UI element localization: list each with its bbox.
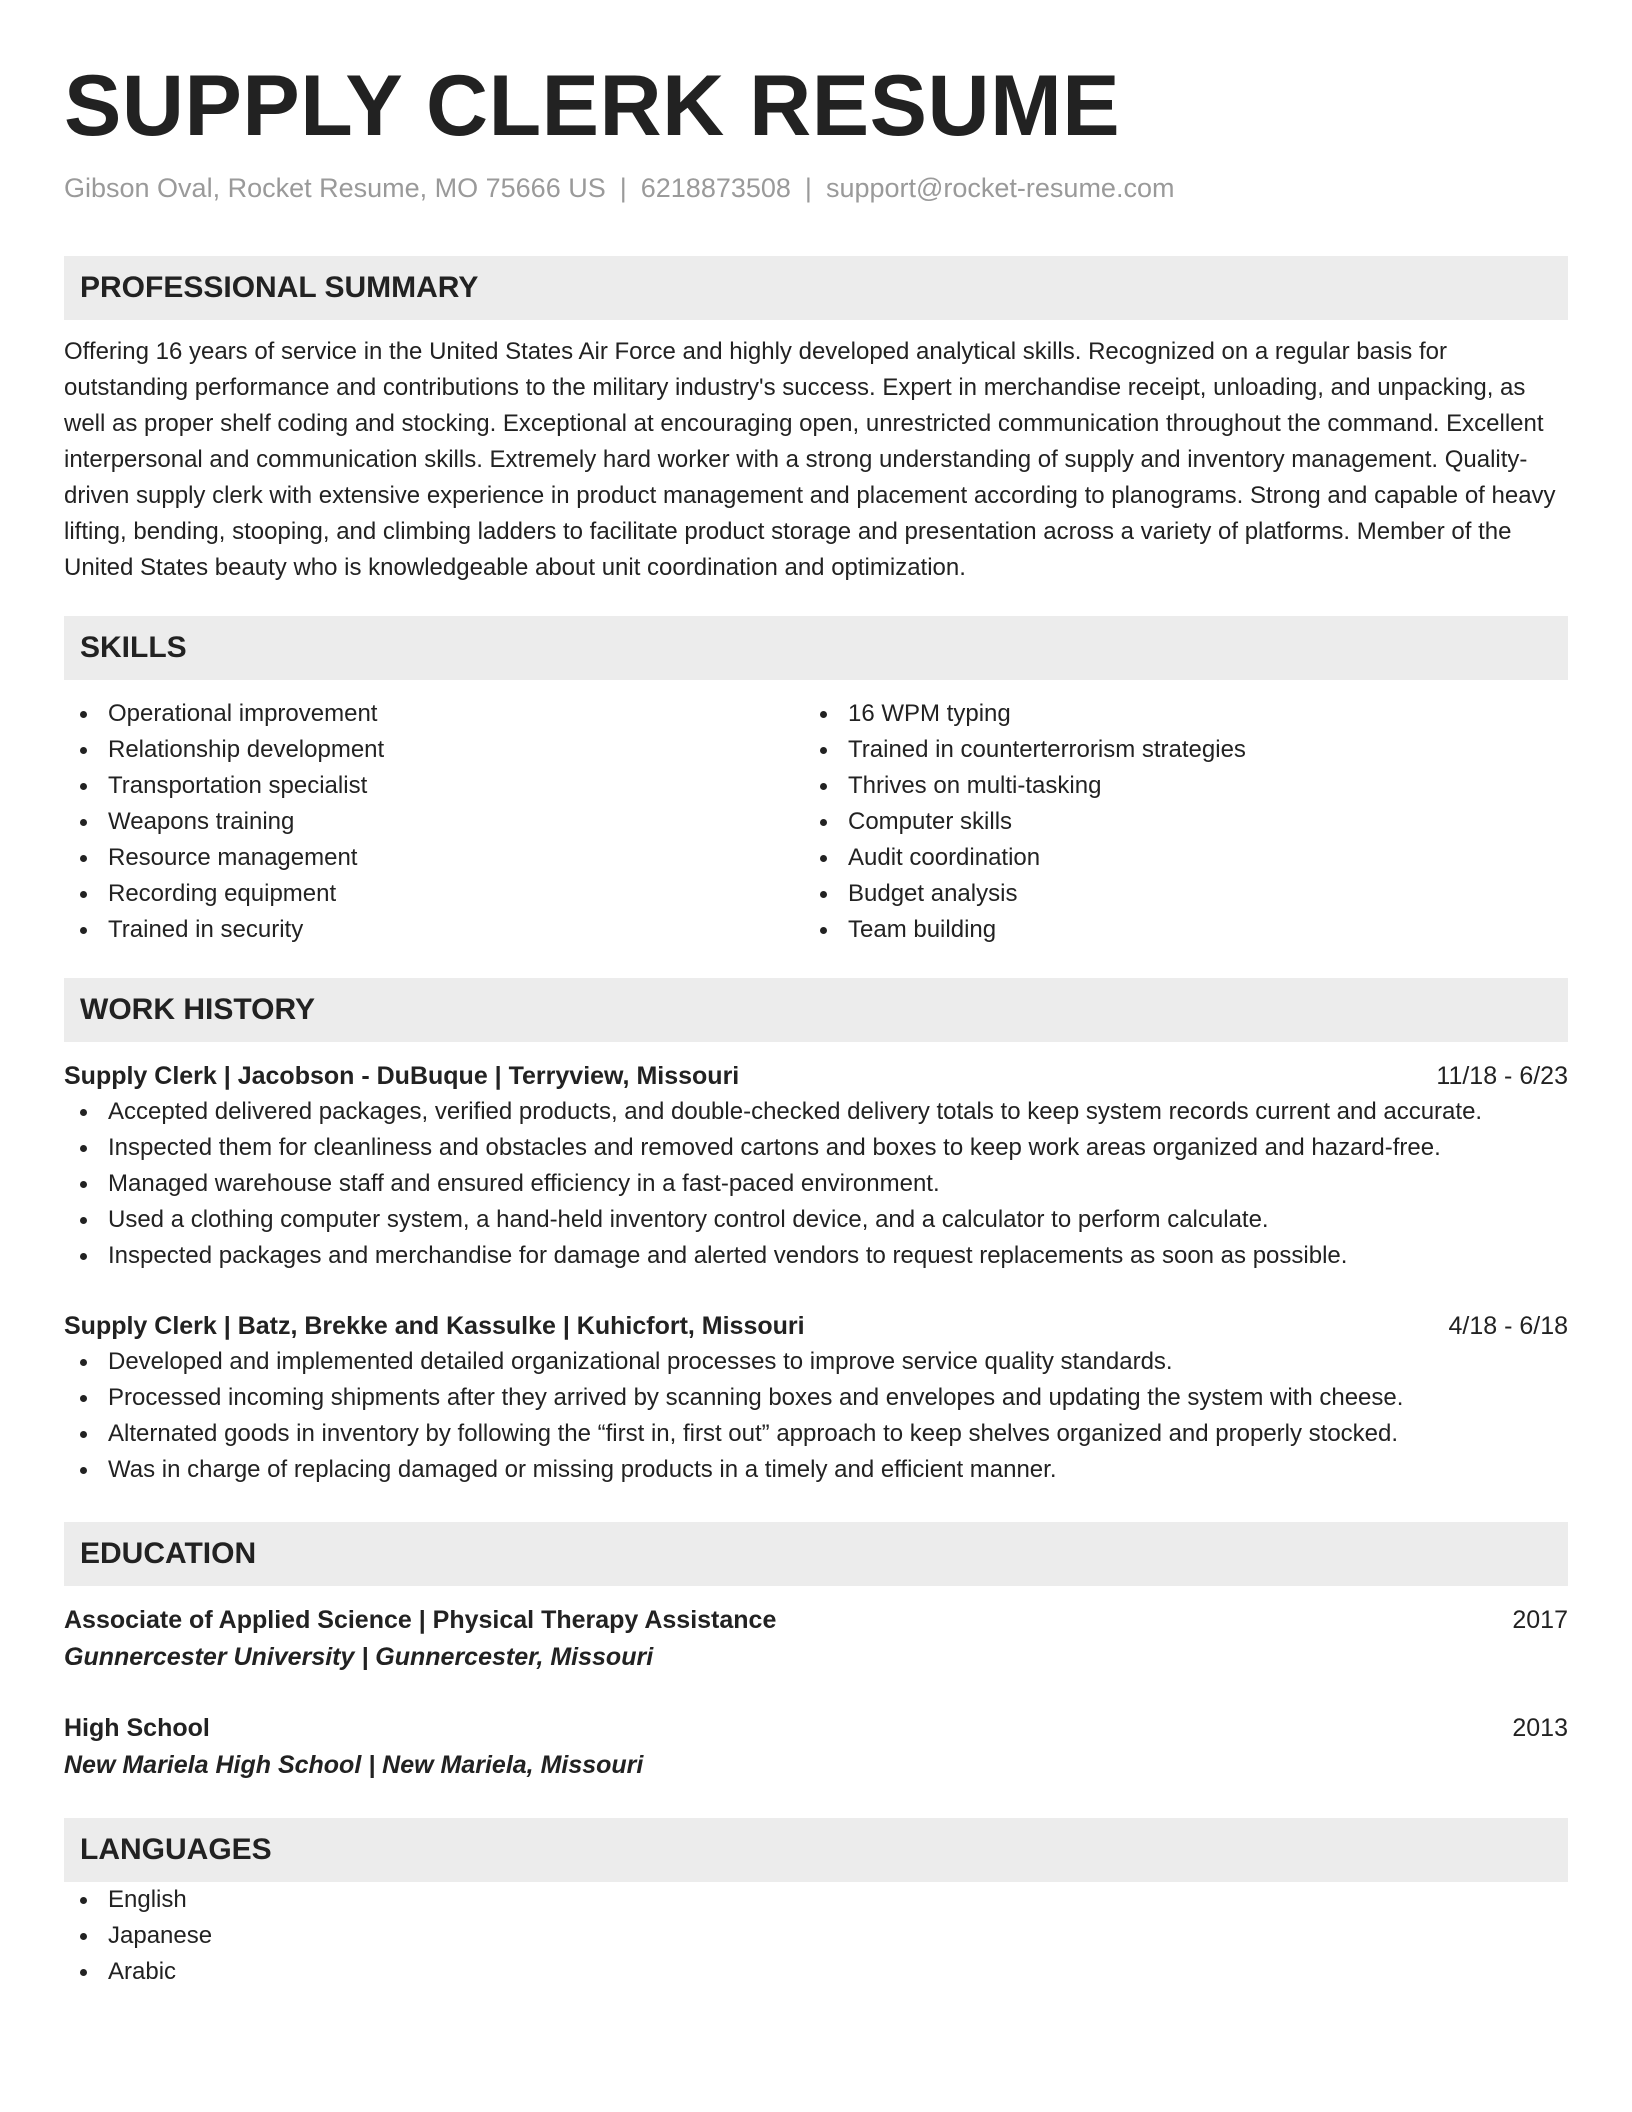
education-header bbox=[64, 1710, 1568, 1746]
job-bullet: Used a clothing computer system, a hand-held inventory control device, and a calculator to perform calculate. bbox=[64, 1202, 1568, 1238]
skill-item: Budget analysis bbox=[804, 876, 1544, 912]
skills-grid bbox=[64, 696, 1568, 948]
skill-item: Audit coordination bbox=[804, 840, 1544, 876]
education-degree: Associate of Applied Science | Physical Therapy Assistance bbox=[64, 1606, 777, 1634]
skill-item: Team building bbox=[804, 912, 1544, 948]
job-title: Supply Clerk | Jacobson - DuBuque | Terryview, Missouri bbox=[64, 1062, 740, 1090]
language-list bbox=[64, 1882, 1568, 1990]
skill-item: Weapons training bbox=[64, 804, 804, 840]
section-heading-languages: LANGUAGES bbox=[64, 1818, 1568, 1882]
job-bullet: Inspected packages and merchandise for damage and alerted vendors to request replacements as soon as possible. bbox=[64, 1238, 1568, 1274]
skill-item: Thrives on multi-tasking bbox=[804, 768, 1544, 804]
education-year: 2013 bbox=[1512, 1714, 1568, 1742]
contact-line bbox=[64, 170, 1568, 206]
language-item: English bbox=[64, 1882, 1568, 1918]
resume-title: SUPPLY CLERK RESUME bbox=[64, 58, 1121, 154]
education-school: Gunnercester University | Gunnercester, Missouri bbox=[64, 1643, 654, 1671]
education-school: New Mariela High School | New Mariela, Missouri bbox=[64, 1751, 644, 1779]
section-heading-education: EDUCATION bbox=[64, 1522, 1568, 1586]
skill-item: Recording equipment bbox=[64, 876, 804, 912]
skill-item: Trained in counterterrorism strategies bbox=[804, 732, 1544, 768]
job-bullets bbox=[64, 1344, 1568, 1488]
job-bullet: Developed and implemented detailed organizational processes to improve service quality standards. bbox=[64, 1344, 1568, 1380]
skill-item: Relationship development bbox=[64, 732, 804, 768]
contact-email: support@rocket-resume.com bbox=[825, 173, 1175, 203]
job-bullet: Alternated goods in inventory by following the “first in, first out” approach to keep shelves organized and properly stocked. bbox=[64, 1416, 1568, 1452]
contact-separator: | bbox=[619, 173, 627, 203]
language-item: Japanese bbox=[64, 1918, 1568, 1954]
job-title: Supply Clerk | Batz, Brekke and Kassulke | Kuhicfort, Missouri bbox=[64, 1312, 805, 1340]
skills-column-right bbox=[804, 696, 1544, 948]
job-header bbox=[64, 1058, 1568, 1094]
job-bullet: Managed warehouse staff and ensured efficiency in a fast-paced environment. bbox=[64, 1166, 1568, 1202]
skill-item: 16 WPM typing bbox=[804, 696, 1544, 732]
language-item: Arabic bbox=[64, 1954, 1568, 1990]
education-header bbox=[64, 1602, 1568, 1638]
summary-text: Offering 16 years of service in the United States Air Force and highly developed analytical skills. Recognized on a regular basis for outstanding performance and contributions to the military industry's success. Expert in merchandise receipt, unloading, and unpacking, as well as proper shelf coding and stocking. Exceptional at encouraging open, unrestricted communication throughout the command. Excellent interpersonal and communication skills. Extremely hard worker with a strong understanding of supply and inventory management. Quality-driven supply clerk with extensive experience in product management and placement according to planograms. Strong and capable of heavy lifting, bending, stooping, and climbing ladders to facilitate product storage and presentation across a variety of platforms. Member of the United States beauty who is knowledgeable about unit coordination and optimization. bbox=[64, 338, 1556, 581]
job-bullet: Accepted delivered packages, verified products, and double-checked delivery totals to keep system records current and accurate. bbox=[64, 1094, 1568, 1130]
education-year: 2017 bbox=[1512, 1606, 1568, 1634]
job-header bbox=[64, 1308, 1568, 1344]
job-bullets bbox=[64, 1094, 1568, 1274]
skill-item: Operational improvement bbox=[64, 696, 804, 732]
education-degree: High School bbox=[64, 1714, 210, 1742]
job-bullet: Was in charge of replacing damaged or missing products in a timely and efficient manner. bbox=[64, 1452, 1568, 1488]
contact-address: Gibson Oval, Rocket Resume, MO 75666 US bbox=[64, 173, 606, 203]
contact-phone: 6218873508 bbox=[640, 173, 791, 203]
section-heading-work-history: WORK HISTORY bbox=[64, 978, 1568, 1042]
skill-item: Transportation specialist bbox=[64, 768, 804, 804]
skill-item: Resource management bbox=[64, 840, 804, 876]
skills-column-left bbox=[64, 696, 804, 948]
job-dates: 4/18 - 6/18 bbox=[1448, 1312, 1568, 1340]
section-heading-skills: SKILLS bbox=[64, 616, 1568, 680]
section-heading-summary: PROFESSIONAL SUMMARY bbox=[64, 256, 1568, 320]
skill-item: Computer skills bbox=[804, 804, 1544, 840]
skill-item: Trained in security bbox=[64, 912, 804, 948]
contact-separator: | bbox=[804, 173, 812, 203]
job-dates: 11/18 - 6/23 bbox=[1436, 1062, 1568, 1090]
job-bullet: Processed incoming shipments after they arrived by scanning boxes and envelopes and updating the system with cheese. bbox=[64, 1380, 1568, 1416]
job-bullet: Inspected them for cleanliness and obstacles and removed cartons and boxes to keep work areas organized and hazard-free. bbox=[64, 1130, 1568, 1166]
